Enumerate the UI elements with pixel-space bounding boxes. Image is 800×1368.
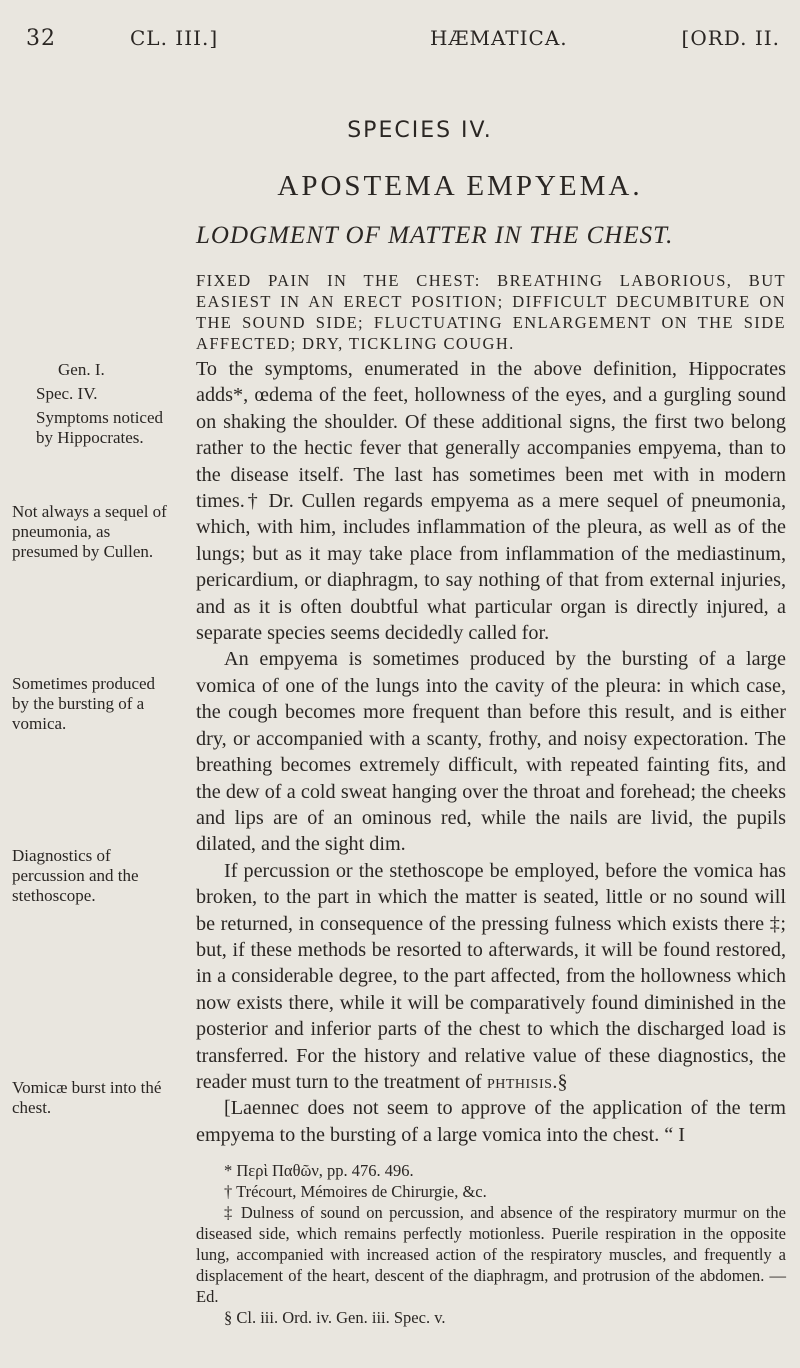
margin-note-diagnostics: Diagnostics of percussion and the stethoscope.: [12, 846, 139, 905]
class-label: CL. III.]: [130, 26, 219, 50]
page-number: 32: [26, 26, 56, 51]
margin-note-cullen: Not always a sequel of pneumonia, as presumed by Cullen.: [12, 502, 167, 561]
footnotes: [196, 1160, 786, 1328]
disease-subtitle: LODGMENT OF MATTER IN THE CHEST.: [196, 222, 674, 249]
running-title: HÆMATICA.: [430, 26, 568, 50]
footnote-1: * Περὶ Παθῶν, pp. 476. 496.: [224, 1161, 414, 1180]
paragraph-3: If percussion or the stethoscope be employed, before the vomica has broken, to the part in which the matter is seated, little or no sound will be returned, in consequence of the pressing fulness which exists there ‡; but, if these methods be resorted to afterwards, it will be found restored, in a considerable degree, to the part affected, from the hollowness which now exists there, while it will be comparatively found diminished in the posterior and inferior parts of the chest to which the discharged load is transferred. For the history and relative value of these diagnostics, the reader must turn to the treatment of phthisis.§: [196, 859, 786, 1093]
margin-species: Spec. IV.: [36, 384, 98, 403]
body-text: [196, 356, 786, 1148]
margin-note-vomicae-burst: Vomicæ burst into thé chest.: [12, 1078, 162, 1117]
margin-note-vomica: Sometimes produced by the bursting of a vomica.: [12, 674, 156, 733]
definition-text: FIXED PAIN IN THE CHEST: BREATHING LABORIOUS, BUT EASIEST IN AN ERECT POSITION; DIFFICULT DECUMBITURE ON THE SOUND SIDE; FLUCTUATING ENLARGEMENT ON THE SIDE AFFECTED; DRY, TICKLING COUGH.: [196, 271, 786, 353]
footnote-2: † Trécourt, Mémoires de Chirurgie, &c.: [224, 1182, 487, 1201]
footnote-3: ‡ Dulness of sound on percussion, and absence of the respiratory murmur on the diseased side, which remains perfectly motionless. Puerile respiration in the opposite lung, accompanied with increased action of the respiratory muscles, and frequently a displacement of the heart, descent of the diaphragm, and protrusion of the abdomen. — Ed.: [196, 1203, 786, 1306]
footnote-4: § Cl. iii. Ord. iv. Gen. iii. Spec. v.: [224, 1308, 446, 1327]
cross-reference: phthisis: [486, 1070, 553, 1093]
species-heading: SPECIES IV.: [347, 118, 493, 143]
margin-note-hippocrates: Symptoms noticed by Hippocrates.: [36, 408, 164, 447]
order-label: [ORD. II.: [681, 26, 780, 50]
paragraph-4: [Laennec does not seem to approve of the application of the term empyema to the bursting of a large vomica into the chest. “ I: [196, 1097, 786, 1146]
paragraph-1: To the symptoms, enumerated in the above definition, Hippocrates adds*, œdema of the feet, hollowness of the eyes, and a gurgling sound on shaking the shoulder. Of these additional signs, the first two belong rather to the hectic fever that generally accompanies empyema, than to the disease itself. The last has sometimes been met with in modern times.† Dr. Cullen regards empyema as a mere sequel of pneumonia, which, with him, includes inflammation of the pleura, as well as of the lungs; but as it may take place from inflammation of the mediastinum, pericardium, or diaphragm, to say nothing of that from external injuries, and as it is often doubtful what particular organ is directly injured, a separate species seems decidedly called for.: [196, 358, 786, 645]
paragraph-2: An empyema is sometimes produced by the bursting of a large vomica of one of the lungs into the cavity of the pleura: in which case, the cough becomes more frequent than before this result, and is either dry, or accompanied with a scanty, frothy, and noisy expectoration. The breathing becomes extremely difficult, with repeated fainting fits, and the dew of a cold sweat hanging over the throat and forehead; the cheeks and lips are of an ominous red, while the nails are livid, the pupils dilated, and the sight dim.: [196, 648, 786, 856]
disease-title: APOSTEMA EMPYEMA.: [277, 170, 643, 202]
margin-genus: Gen. I.: [58, 360, 105, 379]
running-header: [20, 20, 788, 60]
